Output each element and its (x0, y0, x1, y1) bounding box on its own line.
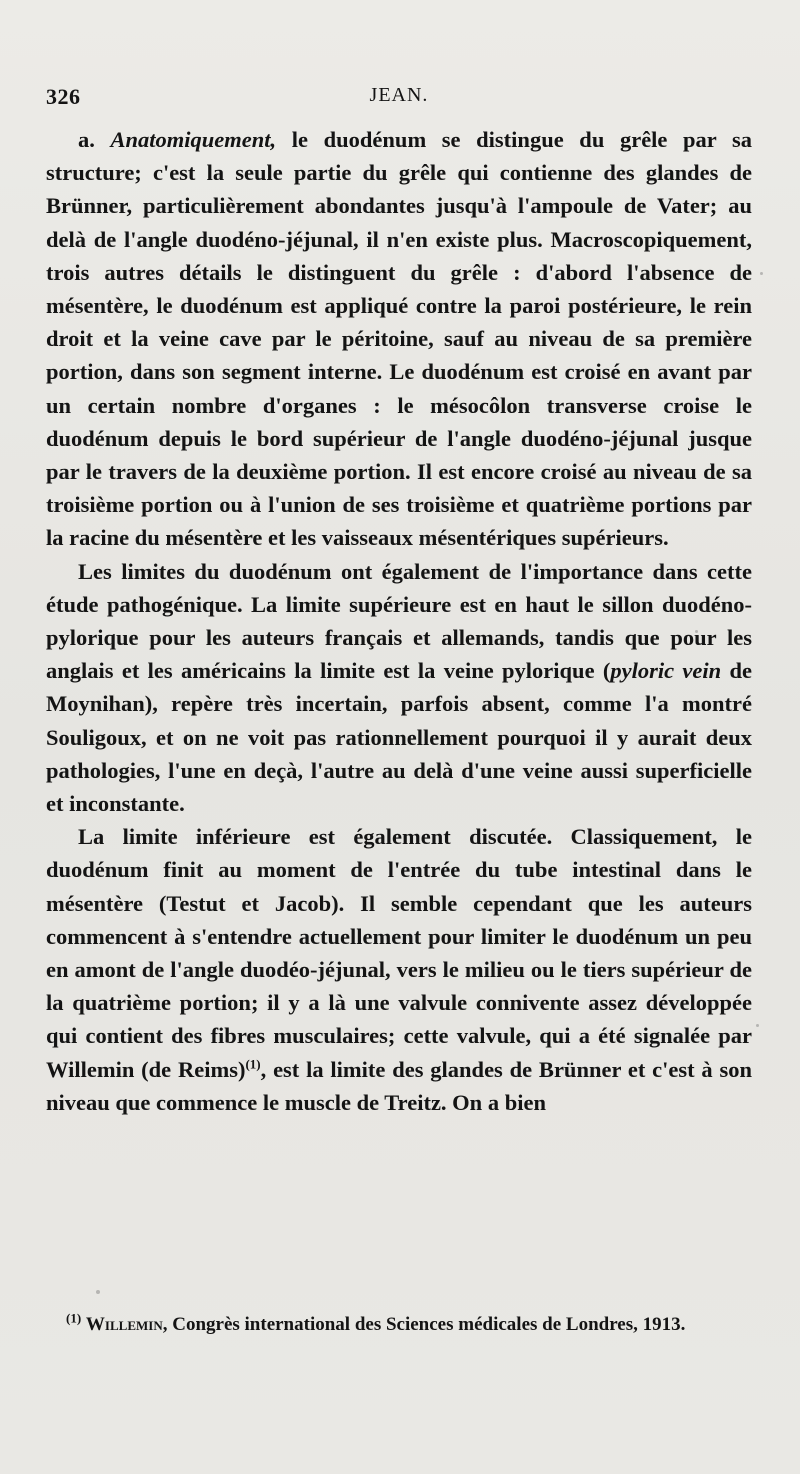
paper-fleck (756, 1024, 759, 1027)
italic-term: pyloric vein (610, 658, 722, 684)
footnote-citation: Congrès international des Sciences médicales de Londres, 1913. (172, 1314, 686, 1335)
paper-fleck (760, 272, 763, 275)
footnote (46, 1310, 752, 1340)
running-title: JEAN. (369, 84, 429, 106)
paragraph-anatomy (46, 123, 752, 555)
body-text (46, 123, 752, 1119)
footnote-text (46, 1310, 752, 1340)
paragraph-text: La limite inférieure est également discutée. Classiquement, le duodénum finit au moment de l'entrée du tube intestinal dans le mésentère (Testut et Jacob). Il semble cependant que les auteurs commencent à s'entendre actuellement pour limiter le duodénum un peu en amont de l'angle duodéo-jéjunal, vers le milieu ou le tiers supérieur de la quatrième portion; il y a là une valvule connivente assez développée qui contient des fibres musculaires; cette valvule, qui a été signalée par Willemin (de Reims) (46, 824, 752, 1082)
paper-fleck (695, 630, 698, 633)
paragraph-text: Les limites du duodénum ont également de l'importance dans cette étude pathogénique. La limite supérieure est en haut le sillon duodéno-pylorique pour les auteurs français et allemands, tandis que pour les anglais et les américains la limite est la veine pylorique ( (46, 558, 752, 684)
paragraph-text: de Moynihan), repère très incertain, parfois absent, comme l'a montré Souligoux, et on ne voit pas rationnellement pourquoi il y aurait deux pathologies, l'une en deçà, l'autre au delà d'une veine aussi superficielle et inconstante. (46, 658, 752, 817)
paragraph-text: le duodénum se distingue du grêle par sa structure; c'est la seule partie du grêle qui contienne des glandes de Brünner, particulièrement abondantes jusqu'à l'ampoule de Vater; au delà de l'angle duodéno-jéjunal, il n'en existe plus. Macroscopiquement, trois autres détails le distinguent du grêle : d'abord l'absence de mésentère, le duodénum est appliqué contre la paroi postérieure, le rein droit et la veine cave par le péritoine, sauf au niveau de sa première portion, dans son segment interne. Le duodénum est croisé en avant par un certain nombre d'organes : le mésocôlon transverse croise le duodénum depuis le bord supérieur de l'angle duodéno-jéjunal jusque par le travers de la deuxième portion. Il est encore croisé au niveau de sa troisième portion ou à l'union de ses troisième et quatrième portions par la racine du mésentère et les vaisseaux mésentériques supérieurs. (46, 127, 752, 551)
paragraph-lower-limit (46, 820, 752, 1119)
footnote-marker: (1) (66, 1310, 82, 1326)
paragraph-lead-italic: Anatomiquement, (110, 127, 277, 152)
paragraph-upper-limit (46, 555, 752, 821)
footnote-reference: (1) (245, 1056, 261, 1072)
paragraph-text: , est la limite des glandes de Brünner et c'est à son niveau que commence le muscle de Treitz. On a bien (46, 1056, 753, 1115)
paper-fleck (96, 1290, 100, 1294)
paragraph-label: a. (78, 127, 95, 152)
footnote-author: Willemin, (85, 1314, 168, 1335)
running-head (46, 84, 752, 118)
page-number: 326 (46, 84, 81, 109)
